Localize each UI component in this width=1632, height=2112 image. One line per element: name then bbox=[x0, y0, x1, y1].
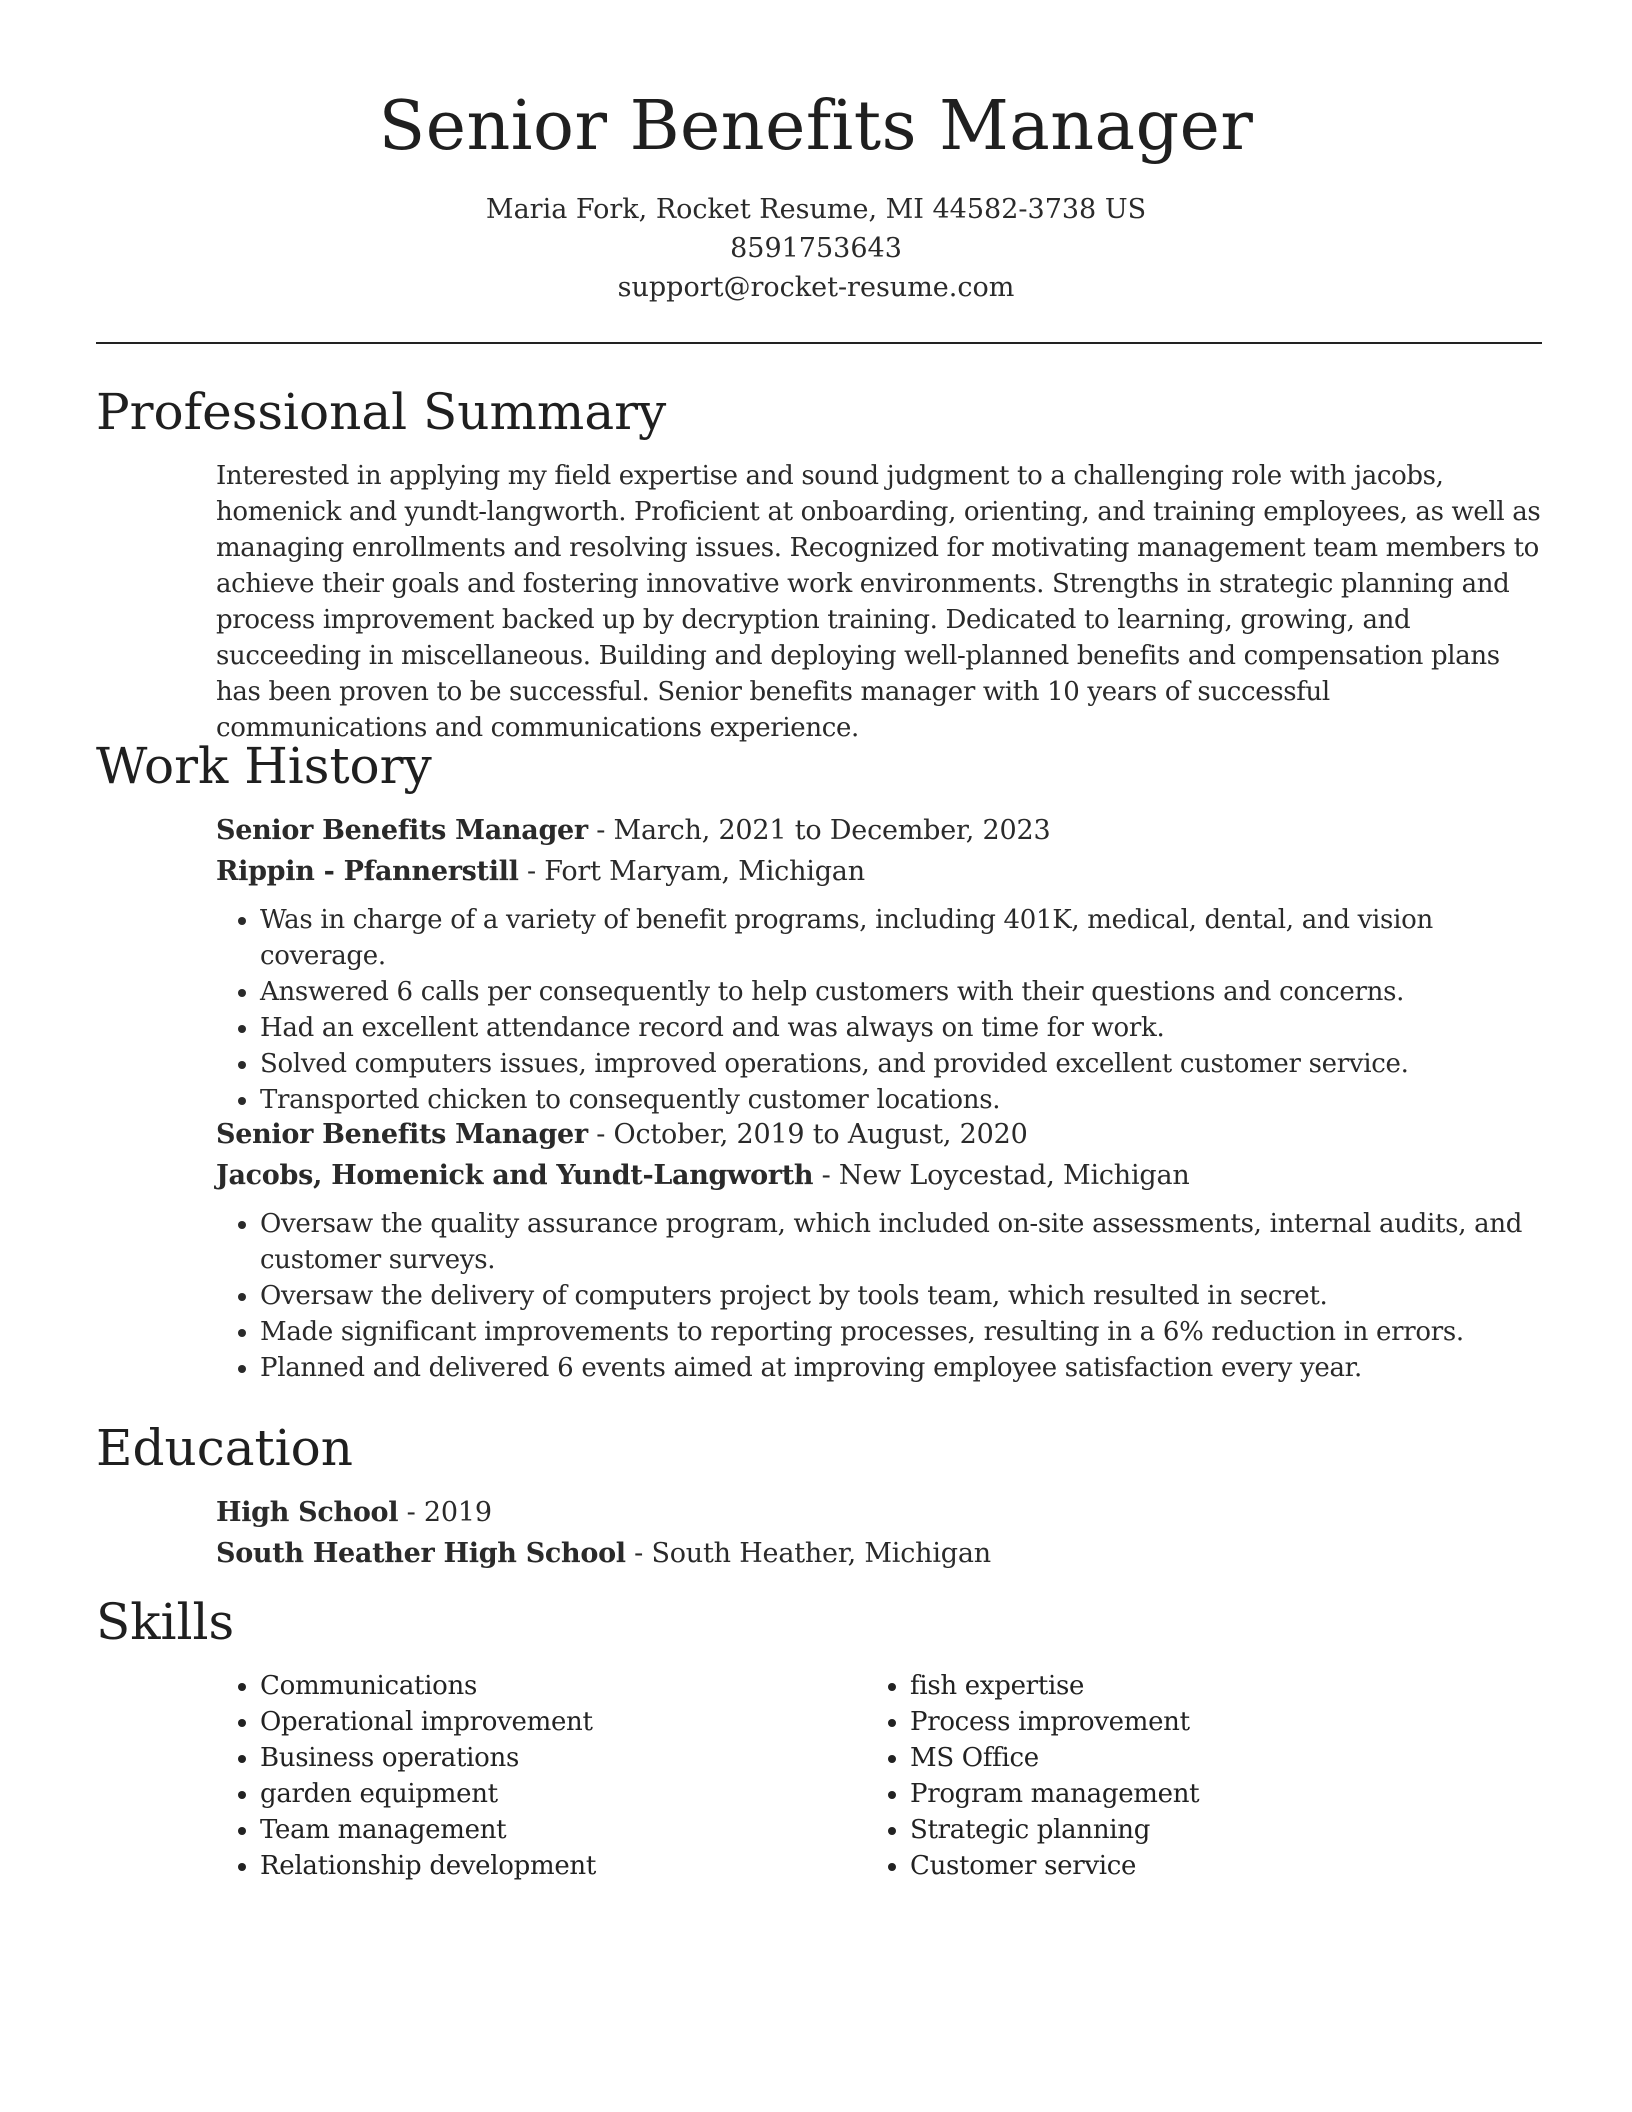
skill-item: • MS Office bbox=[910, 1740, 1516, 1776]
job-bullet: • Solved computers issues, improved operations, and provided excellent customer service. bbox=[260, 1046, 1546, 1082]
education-school-line bbox=[216, 1533, 1546, 1574]
skills-list bbox=[216, 1668, 1546, 1884]
resume-header bbox=[0, 0, 1632, 307]
job-entry bbox=[216, 1114, 1546, 1386]
job-entry bbox=[216, 810, 1546, 1118]
job-bullet: • Planned and delivered 6 events aimed at improving employee satisfaction every year. bbox=[260, 1350, 1546, 1386]
job-bullet: • Was in charge of a variety of benefit programs, including 401K, medical, dental, and vision coverage. bbox=[260, 902, 1546, 974]
job-bullet: • Had an excellent attendance record and was always on time for work. bbox=[260, 1010, 1546, 1046]
job-title: Senior Benefits Manager bbox=[216, 1119, 588, 1150]
job-bullets bbox=[216, 902, 1546, 1118]
skill-item: • garden equipment bbox=[260, 1776, 866, 1812]
skill-item: • Operational improvement bbox=[260, 1704, 866, 1740]
job-title: Senior Benefits Manager bbox=[216, 815, 588, 846]
job-location: - Fort Maryam, Michigan bbox=[518, 856, 865, 887]
job-location: - New Loycestad, Michigan bbox=[813, 1160, 1190, 1191]
contact-email: support@rocket-resume.com bbox=[617, 272, 1015, 303]
job-bullets bbox=[216, 1206, 1546, 1386]
skill-item: • Process improvement bbox=[910, 1704, 1516, 1740]
skills-heading: Skills bbox=[96, 1593, 235, 1651]
skills-column-left bbox=[216, 1668, 866, 1884]
job-bullet: • Answered 6 calls per consequently to help customers with their questions and concerns. bbox=[260, 974, 1546, 1010]
job-bullet: • Oversaw the delivery of computers project by tools team, which resulted in secret. bbox=[260, 1278, 1546, 1314]
job-company: Jacobs, Homenick and Yundt-Langworth bbox=[216, 1160, 814, 1191]
skills-column-right bbox=[866, 1668, 1516, 1884]
summary-text: Interested in applying my field expertise and sound judgment to a challenging role with jacobs, homenick and yundt-langworth. Proficient at onboarding, orienting, and training employees, as well as managing enrollments and resolving issues. Recognized for motivating management team members to achieve their goals and fostering innovative work environments. Strengths in strategic planning and process improvement backed up by decryption training. Dedicated to learning, growing, and succeeding in miscellaneous. Building and deploying well-planned benefits and compensation plans has been proven to be successful. Senior benefits manager with 10 years of successful communications and communications experience. bbox=[216, 461, 1541, 743]
education-heading: Education bbox=[96, 1419, 353, 1477]
education-entry bbox=[216, 1492, 1546, 1574]
job-dates: - March, 2021 to December, 2023 bbox=[587, 815, 1051, 846]
job-company: Rippin - Pfannerstill bbox=[216, 856, 519, 887]
work-history-heading: Work History bbox=[96, 737, 432, 795]
education-degree-line bbox=[216, 1492, 1546, 1533]
resume-title: Senior Benefits Manager bbox=[378, 87, 1254, 166]
job-bullet: • Oversaw the quality assurance program, which included on-site assessments, internal audits, and customer surveys. bbox=[260, 1206, 1546, 1278]
skill-item: • fish expertise bbox=[910, 1668, 1516, 1704]
contact-address: Maria Fork, Rocket Resume, MI 44582-3738 US bbox=[485, 194, 1147, 225]
summary-heading: Professional Summary bbox=[96, 383, 667, 441]
education-degree: High School bbox=[216, 1497, 399, 1528]
skill-item: • Team management bbox=[260, 1812, 866, 1848]
skill-item: • Customer service bbox=[910, 1848, 1516, 1884]
skill-item: • Strategic planning bbox=[910, 1812, 1516, 1848]
summary-section bbox=[216, 458, 1546, 746]
job-title-line bbox=[216, 810, 1546, 851]
contact-info bbox=[0, 190, 1632, 307]
skill-item: • Communications bbox=[260, 1668, 866, 1704]
education-school: South Heather High School bbox=[216, 1538, 626, 1569]
job-company-line bbox=[216, 851, 1546, 892]
job-dates: - October, 2019 to August, 2020 bbox=[587, 1119, 1028, 1150]
job-title-line bbox=[216, 1114, 1546, 1155]
job-company-line bbox=[216, 1155, 1546, 1196]
job-bullet: • Made significant improvements to reporting processes, resulting in a 6% reduction in errors. bbox=[260, 1314, 1546, 1350]
skill-item: • Relationship development bbox=[260, 1848, 866, 1884]
education-location: - South Heather, Michigan bbox=[625, 1538, 991, 1569]
education-year: - 2019 bbox=[398, 1497, 492, 1528]
header-divider bbox=[96, 342, 1542, 344]
skill-item: • Program management bbox=[910, 1776, 1516, 1812]
contact-phone: 8591753643 bbox=[730, 233, 902, 264]
skill-item: • Business operations bbox=[260, 1740, 866, 1776]
job-bullet: • Transported chicken to consequently customer locations. bbox=[260, 1082, 1546, 1118]
